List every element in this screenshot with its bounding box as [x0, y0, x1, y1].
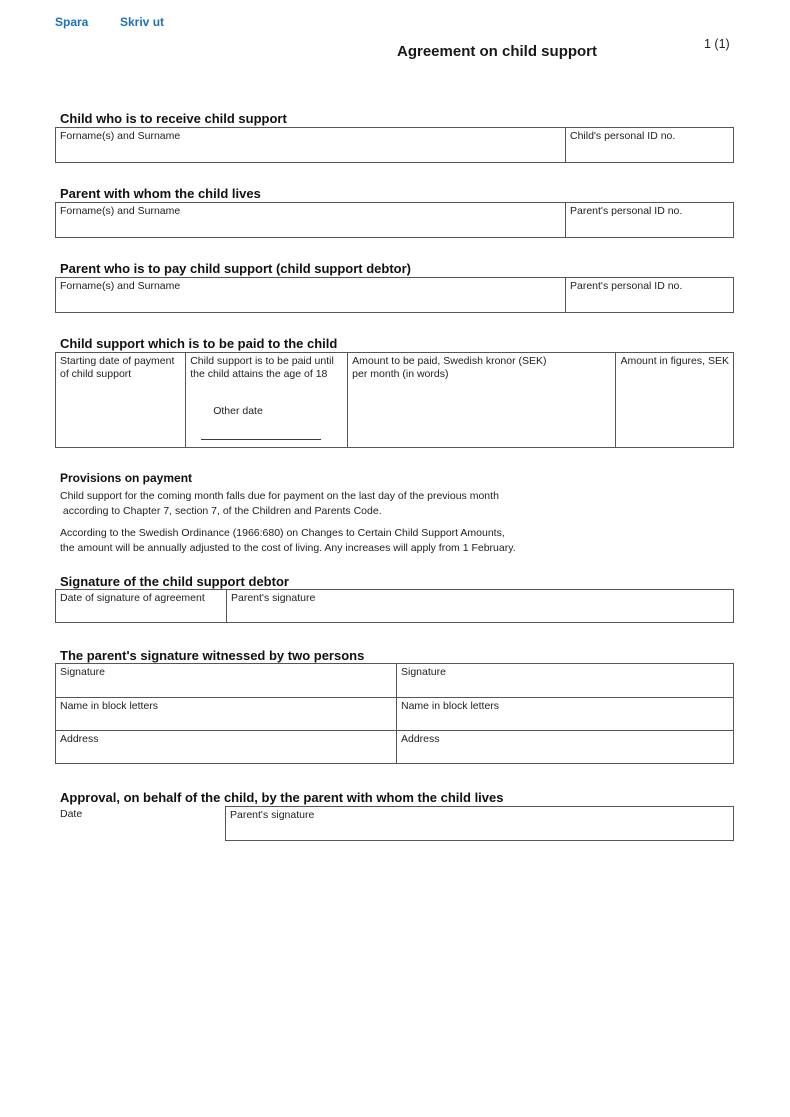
approval-signature-field[interactable]: [225, 806, 734, 841]
section-heading-parent-lives: Parent with whom the child lives: [60, 186, 261, 201]
witnesses-name-row: [56, 697, 733, 730]
witness1-name-field[interactable]: [56, 698, 396, 730]
provisions-p1-line1: Child support for the coming month falls due for payment on the last day of the previous month: [60, 490, 499, 502]
other-date-write-line[interactable]: [201, 439, 321, 440]
witness1-address-field[interactable]: [56, 731, 396, 763]
form-content: [55, 0, 734, 841]
child-id-field[interactable]: [565, 128, 733, 162]
witness1-signature-field[interactable]: [56, 664, 396, 697]
paid-until-field[interactable]: [185, 353, 347, 447]
child-id-label: Child's personal ID no.: [570, 130, 676, 142]
approval-row: [55, 806, 734, 841]
parent-lives-id-field[interactable]: [565, 203, 733, 237]
child-name-field[interactable]: [56, 128, 565, 162]
amount-words-field[interactable]: [347, 353, 615, 447]
section-heading-witnesses: The parent's signature witnessed by two persons: [60, 648, 365, 663]
witness2-signature-label: Signature: [401, 666, 446, 678]
save-button[interactable]: Spara: [55, 15, 89, 29]
parent-pays-id-label: Parent's personal ID no.: [570, 280, 683, 292]
provisions-heading: Provisions on payment: [60, 471, 193, 485]
section-heading-debtor-signature: Signature of the child support debtor: [60, 574, 289, 589]
approval-date-label: Date: [60, 808, 83, 820]
start-date-label-line1: Starting date of payment: [60, 355, 175, 367]
child-name-label: Forname(s) and Surname: [60, 130, 181, 142]
section-heading-support: Child support which is to be paid to the child: [60, 336, 338, 351]
start-date-field[interactable]: [56, 353, 185, 447]
other-date-label: Other date: [213, 405, 263, 417]
paid-until-label-line1: Child support is to be paid until: [190, 355, 334, 367]
witness2-signature-field[interactable]: [396, 664, 733, 697]
parent-pays-id-field[interactable]: [565, 278, 733, 312]
provisions-p1-line2: according to Chapter 7, section 7, of the Children and Parents Code.: [60, 505, 382, 517]
witness1-name-label: Name in block letters: [60, 700, 159, 712]
amount-words-label-line2: per month (in words): [352, 368, 449, 380]
parent-lives-name-field[interactable]: [56, 203, 565, 237]
parent-lives-name-label: Forname(s) and Surname: [60, 205, 181, 217]
provisions-paragraph-2: [55, 526, 734, 556]
debtor-signature-label: Parent's signature: [231, 592, 316, 604]
witness2-address-label: Address: [401, 733, 440, 745]
page-title: Agreement on child support: [397, 43, 598, 60]
paid-until-label-line2: the child attains the age of 18: [190, 368, 328, 380]
section-heading-child: Child who is to receive child support: [60, 111, 287, 126]
amount-words-label-line1: Amount to be paid, Swedish kronor (SEK): [352, 355, 547, 367]
witnesses-signature-row: [56, 664, 733, 697]
section-heading-approval: Approval, on behalf of the child, by the parent with whom the child lives: [60, 790, 504, 805]
parent-pays-name-field[interactable]: [56, 278, 565, 312]
agreement-date-field[interactable]: [56, 590, 226, 622]
agreement-date-label: Date of signature of agreement: [60, 592, 205, 604]
debtor-signature-field[interactable]: [226, 590, 733, 622]
witnesses-address-row: [56, 730, 733, 763]
witness2-name-label: Name in block letters: [401, 700, 500, 712]
witnesses-table: [55, 663, 734, 764]
support-table: [55, 352, 734, 448]
provisions-p2-line2: the amount will be annually adjusted to the cost of living. Any increases will apply from 1 February.: [60, 542, 516, 554]
provisions-p2-line1: According to the Swedish Ordinance (1966:680) on Changes to Certain Child Support Amounts,: [60, 527, 505, 539]
amount-figures-label: Amount in figures, SEK: [620, 355, 729, 367]
witness1-signature-label: Signature: [60, 666, 105, 678]
debtor-signature-table: [55, 589, 734, 623]
parent-lives-id-label: Parent's personal ID no.: [570, 205, 683, 217]
witness2-name-field[interactable]: [396, 698, 733, 730]
witness2-address-field[interactable]: [396, 731, 733, 763]
parent-lives-table: [55, 202, 734, 238]
page-number: 1 (1): [704, 37, 730, 51]
print-button[interactable]: Skriv ut: [120, 15, 165, 29]
parent-pays-table: [55, 277, 734, 313]
witness1-address-label: Address: [60, 733, 99, 745]
start-date-label-line2: of child support: [60, 368, 132, 380]
amount-figures-field[interactable]: [615, 353, 733, 447]
provisions-paragraph-1: [55, 489, 734, 519]
section-heading-parent-pays: Parent who is to pay child support (child support debtor): [60, 261, 412, 276]
parent-pays-name-label: Forname(s) and Surname: [60, 280, 181, 292]
approval-signature-label: Parent's signature: [230, 809, 315, 821]
child-table: [55, 127, 734, 163]
approval-date-field[interactable]: [55, 806, 225, 841]
